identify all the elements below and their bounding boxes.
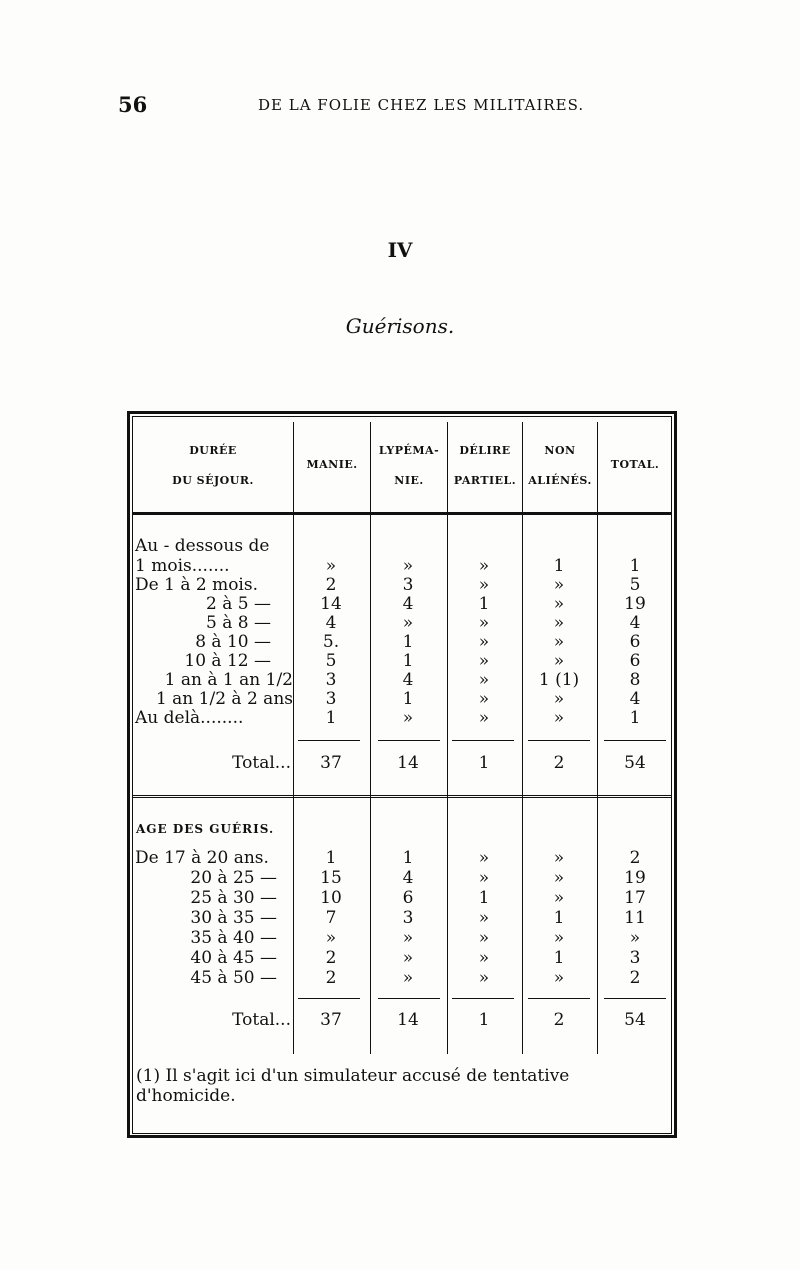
cell-manie: 3 [325, 689, 337, 709]
cell-delire: » [478, 670, 490, 690]
cell-lypemanie: 1 [402, 651, 414, 671]
header-sejour: DU SÉJOUR. [172, 474, 254, 487]
row-label: 40 à 45 — [190, 948, 277, 968]
table-row [133, 908, 673, 928]
cell-total: 6 [629, 632, 641, 652]
cell-delire: » [478, 689, 490, 709]
cell-delire: » [478, 613, 490, 633]
cell-manie: 3 [325, 670, 337, 690]
cell-delire: » [478, 708, 490, 728]
header-rule [133, 512, 672, 515]
page-number: 56 [118, 92, 148, 117]
row-label: 5 à 8 — [206, 613, 271, 633]
table-row [133, 613, 673, 633]
cell-non-alienes: 1 [553, 948, 565, 968]
row-label: 45 à 50 — [190, 968, 277, 988]
total-manie: 37 [320, 1010, 342, 1030]
cell-non-alienes: » [553, 888, 565, 908]
header-lypemanie-2: NIE. [394, 474, 424, 487]
cell-delire: » [478, 968, 490, 988]
cell-non-alienes: » [553, 689, 565, 709]
cell-delire: » [478, 868, 490, 888]
total-rule [378, 998, 440, 999]
cell-total: 4 [629, 613, 641, 633]
cell-non-alienes: » [553, 928, 565, 948]
header-non-1: NON [544, 444, 576, 457]
cell-lypemanie: 1 [402, 632, 414, 652]
cell-total: 1 [629, 556, 641, 576]
table-row [133, 928, 673, 948]
cell-total: 3 [629, 948, 641, 968]
running-title: DE LA FOLIE CHEZ LES MILITAIRES. [258, 96, 585, 114]
cell-manie: 5 [325, 651, 337, 671]
row-label: 1 mois....... [135, 556, 230, 576]
table-row [133, 948, 673, 968]
cell-non-alienes: » [553, 848, 565, 868]
header-non-2: ALIÉNÉS. [528, 474, 592, 487]
total-rule [604, 740, 666, 741]
table-row [133, 575, 673, 595]
table-row [133, 888, 673, 908]
cell-manie: 1 [325, 848, 337, 868]
row-label: Au delà........ [135, 708, 244, 728]
cell-delire: » [478, 908, 490, 928]
cell-non-alienes: » [553, 651, 565, 671]
total-non-alienes: 2 [553, 753, 565, 773]
row-label: 2 à 5 — [206, 594, 271, 614]
cell-total: 2 [629, 848, 641, 868]
section-double-rule [133, 795, 672, 801]
row-label: 35 à 40 — [190, 928, 277, 948]
cell-lypemanie: 1 [402, 848, 414, 868]
row-label: 25 à 30 — [190, 888, 277, 908]
cell-non-alienes: 1 [553, 908, 565, 928]
cell-manie: 5. [322, 632, 340, 652]
row-label: Au - dessous de [135, 536, 270, 556]
cell-lypemanie: 3 [402, 908, 414, 928]
header-duree: DURÉE [189, 444, 237, 457]
row-label: 8 à 10 — [195, 632, 271, 652]
header-total: TOTAL. [610, 458, 660, 471]
cell-total: 2 [629, 968, 641, 988]
cell-non-alienes: » [553, 594, 565, 614]
cell-total: 1 [629, 708, 641, 728]
total-rule [528, 998, 590, 999]
table-row [133, 556, 673, 576]
age-heading: AGE DES GUÉRIS. [136, 822, 275, 836]
total-label: Total... [232, 1010, 291, 1030]
table-row [133, 848, 673, 868]
total-total: 54 [624, 753, 646, 773]
cell-lypemanie: » [402, 928, 414, 948]
cell-delire: » [478, 556, 490, 576]
row-label: De 1 à 2 mois. [135, 575, 258, 595]
cell-lypemanie: 4 [402, 594, 414, 614]
cell-manie: 15 [320, 868, 342, 888]
total-delire: 1 [478, 753, 490, 773]
cell-total: » [629, 928, 641, 948]
cell-lypemanie: » [402, 613, 414, 633]
total-rule [604, 998, 666, 999]
header-lypemanie-1: LYPÉMA- [378, 444, 440, 457]
table-row [133, 594, 673, 614]
table-row [133, 536, 673, 556]
row-label: 20 à 25 — [190, 868, 277, 888]
total-label: Total... [232, 753, 291, 773]
row-label: De 17 à 20 ans. [135, 848, 269, 868]
total-rule [298, 998, 360, 999]
total-rule [378, 740, 440, 741]
footnote-line-1: (1) Il s'agit ici d'un simulateur accusé de tentative [136, 1066, 570, 1086]
cell-non-alienes: 1 (1) [538, 670, 580, 690]
cell-total: 8 [629, 670, 641, 690]
section-title: Guérisons. [345, 314, 455, 338]
footnote-line-2: d'homicide. [136, 1086, 236, 1106]
cell-lypemanie: » [402, 948, 414, 968]
cell-non-alienes: » [553, 575, 565, 595]
cell-manie: 7 [325, 908, 337, 928]
cell-manie: 14 [320, 594, 342, 614]
cell-lypemanie: 3 [402, 575, 414, 595]
header-delire-1: DÉLIRE [459, 444, 511, 457]
total-rule [528, 740, 590, 741]
section-number: IV [387, 238, 413, 262]
row-label: 1 an 1/2 à 2 ans [155, 689, 293, 709]
cell-manie: 2 [325, 948, 337, 968]
cell-lypemanie: » [402, 968, 414, 988]
cell-total: 5 [629, 575, 641, 595]
cell-manie: 2 [325, 575, 337, 595]
cell-total: 17 [624, 888, 646, 908]
total-total: 54 [624, 1010, 646, 1030]
table-row [133, 868, 673, 888]
cell-non-alienes: » [553, 708, 565, 728]
cell-delire: » [478, 575, 490, 595]
table-row [133, 670, 673, 690]
row-label: 30 à 35 — [190, 908, 277, 928]
total-lypemanie: 14 [397, 753, 419, 773]
cell-lypemanie: 4 [402, 868, 414, 888]
total-non-alienes: 2 [553, 1010, 565, 1030]
table-row [133, 632, 673, 652]
running-head [118, 92, 678, 118]
total-rule [298, 740, 360, 741]
cell-lypemanie: » [402, 556, 414, 576]
total-rule [452, 998, 514, 999]
footnote [136, 1066, 664, 1106]
cell-non-alienes: » [553, 613, 565, 633]
table-row [133, 968, 673, 988]
table-row [133, 651, 673, 671]
cell-delire: » [478, 948, 490, 968]
cell-non-alienes: 1 [553, 556, 565, 576]
total-row [133, 753, 673, 773]
header-delire-2: PARTIEL. [453, 474, 517, 487]
cell-manie: » [325, 556, 337, 576]
cell-total: 4 [629, 689, 641, 709]
cell-lypemanie: 1 [402, 689, 414, 709]
cell-manie: 1 [325, 708, 337, 728]
total-delire: 1 [478, 1010, 490, 1030]
cell-non-alienes: » [553, 868, 565, 888]
total-lypemanie: 14 [397, 1010, 419, 1030]
cell-delire: » [478, 632, 490, 652]
cell-delire: » [478, 651, 490, 671]
cell-lypemanie: 4 [402, 670, 414, 690]
cell-manie: 10 [320, 888, 342, 908]
cell-total: 6 [629, 651, 641, 671]
cell-total: 11 [624, 908, 646, 928]
cell-manie: » [325, 928, 337, 948]
cell-non-alienes: » [553, 632, 565, 652]
header-manie: MANIE. [306, 458, 358, 471]
cell-delire: 1 [478, 594, 490, 614]
total-manie: 37 [320, 753, 342, 773]
cell-total: 19 [624, 868, 646, 888]
cell-lypemanie: » [402, 708, 414, 728]
cell-delire: 1 [478, 888, 490, 908]
row-label: 10 à 12 — [184, 651, 271, 671]
table-row [133, 689, 673, 709]
cell-non-alienes: » [553, 968, 565, 988]
total-rule [452, 740, 514, 741]
cell-delire: » [478, 928, 490, 948]
row-label: 1 an à 1 an 1/2 [164, 670, 293, 690]
total-row [133, 1010, 673, 1030]
cell-lypemanie: 6 [402, 888, 414, 908]
cell-manie: 4 [325, 613, 337, 633]
cell-total: 19 [624, 594, 646, 614]
cell-delire: » [478, 848, 490, 868]
cell-manie: 2 [325, 968, 337, 988]
table-row [133, 708, 673, 728]
